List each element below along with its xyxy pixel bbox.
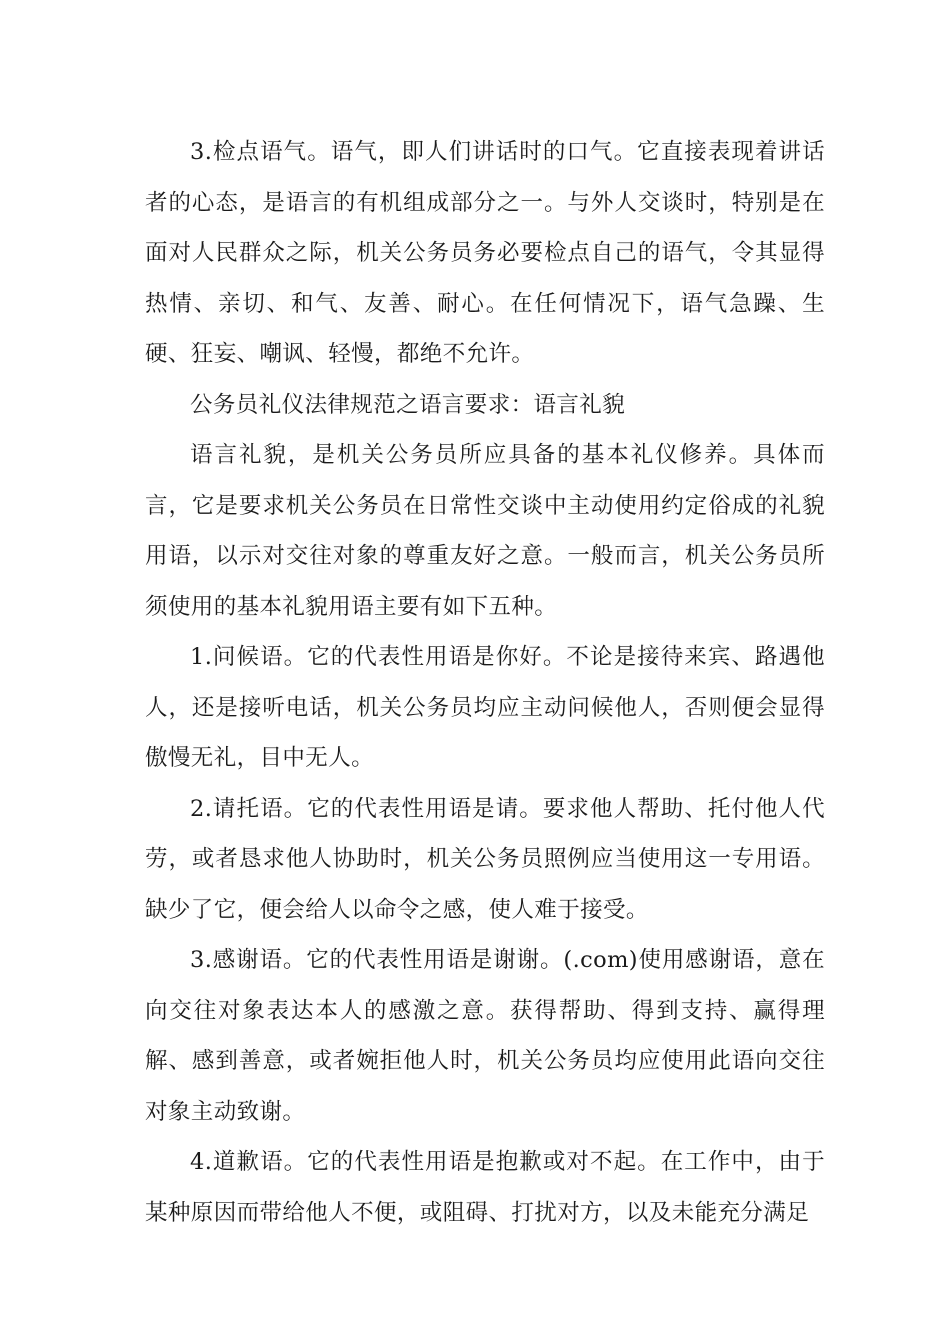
paragraph-thanks: 3.感谢语。它的代表性用语是谢谢。(.com)使用感谢语，意在向交往对象表达本人的感激之意。获得帮助、得到支持、赢得理解、感到善意，或者婉拒他人时，机关公务员均应使用此语向交往对象主动致谢。 [145,947,825,1125]
paragraph-request: 2.请托语。它的代表性用语是请。要求他人帮助、托付他人代劳，或者恳求他人协助时，机关公务员照例应当使用这一专用语。缺少了它，便会给人以命令之感，使人难于接受。 [145,795,825,923]
section-heading: 公务员礼仪法律规范之语言要求：语言礼貌 [190,391,626,418]
paragraph-tone: 3.检点语气。语气，即人们讲话时的口气。它直接表现着讲话者的心态，是语言的有机组成部分之一。与外人交谈时，特别是在面对人民群众之际，机关公务员务必要检点自己的语气，令其显得热情、亲切、和气、友善、耐心。在任何情况下，语气急躁、生硬、狂妄、嘲讽、轻慢，都绝不允许。 [145,139,825,367]
document-body [145,127,825,1238]
paragraph-greeting: 1.问候语。它的代表性用语是你好。不论是接待来宾、路遇他人，还是接听电话，机关公务员均应主动问候他人，否则便会显得傲慢无礼，目中无人。 [145,644,825,771]
paragraph-apology: 4.道歉语。它的代表性用语是抱歉或对不起。在工作中，由于某种原因而带给他人不便，或阻碍、打扰对方，以及未能充分满足 [145,1149,825,1226]
paragraph-intro: 语言礼貌，是机关公务员所应具备的基本礼仪修养。具体而言，它是要求机关公务员在日常性交谈中主动使用约定俗成的礼貌用语，以示对交往对象的尊重友好之意。一般而言，机关公务员所须使用的基本礼貌用语主要有如下五种。 [145,442,825,620]
